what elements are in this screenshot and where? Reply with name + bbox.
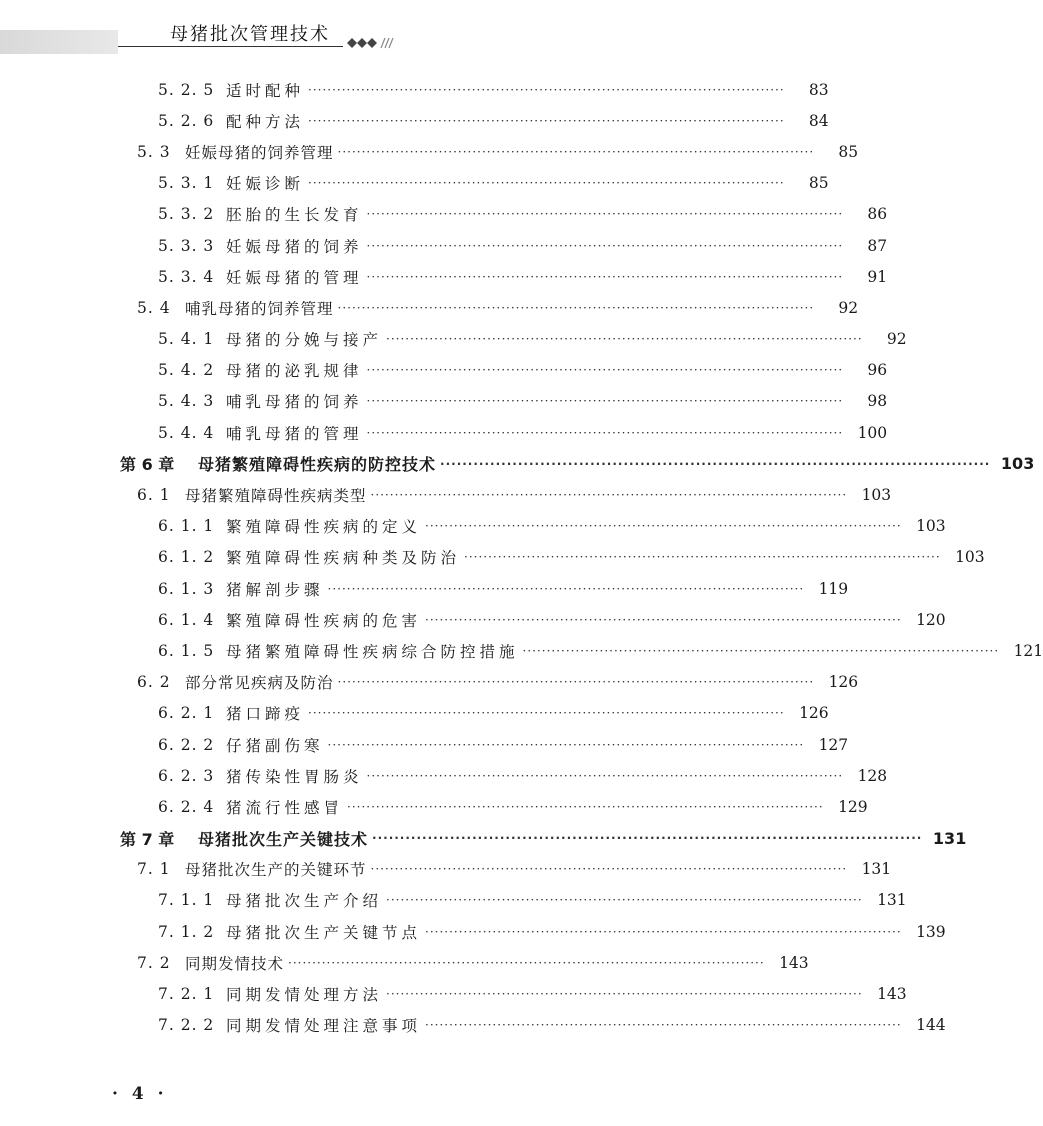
toc-entry-number: 6. 1. 5 <box>158 641 215 660</box>
toc-leader-dots: ··································································································· <box>522 643 1000 658</box>
toc-entry <box>0 542 985 573</box>
toc-entry-title: 胚胎的生长发育 <box>226 206 363 225</box>
toc-entry-number: 7. 2. 1 <box>158 985 215 1004</box>
toc-entry <box>0 230 888 261</box>
toc-entry <box>0 168 829 199</box>
toc-leader-dots: ··································································································· <box>425 924 902 939</box>
toc-entry-title: 母猪批次生产关键技术 <box>198 829 369 849</box>
toc-entry-title: 母猪的泌乳规律 <box>226 362 363 381</box>
toc-entry-number: 7. 1. 2 <box>158 922 215 941</box>
toc-entry-number: 6. 1. 1 <box>158 517 215 536</box>
toc-entry-title: 哺乳母猪的管理 <box>226 424 363 443</box>
toc-entry-number: 第 7 章 <box>120 829 175 849</box>
toc-entry-title: 适时配种 <box>226 81 305 100</box>
toc-entry-number: 5. 3. 3 <box>158 236 215 255</box>
toc-entry-title: 母猪批次生产的关键环节 <box>185 861 367 880</box>
toc-entry-number: 5. 2. 5 <box>158 80 215 99</box>
toc-entry <box>0 136 859 167</box>
toc-entry-page: 92 <box>838 298 859 317</box>
toc-entry-title: 配种方法 <box>226 112 305 131</box>
toc-entry-number: 5. 3. 2 <box>158 205 215 224</box>
toc-leader-dots: ··································································································· <box>327 737 805 752</box>
toc-leader-dots: ··································································································· <box>366 768 844 783</box>
toc-entry-number: 6. 1. 4 <box>158 610 215 629</box>
toc-entry-page: 131 <box>861 860 892 879</box>
toc-entry-number: 第 6 章 <box>120 455 175 475</box>
toc-entry-page: 103 <box>955 548 985 567</box>
toc-entry-page: 85 <box>838 142 859 161</box>
toc-entry-number: 5. 4. 4 <box>158 423 215 442</box>
toc-entry-page: 126 <box>799 704 829 723</box>
toc-entry-title: 母猪繁殖障碍性疾病的防控技术 <box>198 455 437 475</box>
toc-entry-title: 母猪繁殖障碍性疾病类型 <box>185 487 367 506</box>
toc-entry-title: 哺乳母猪的饲养管理 <box>185 299 334 318</box>
toc-entry-number: 6. 2 <box>137 673 171 692</box>
toc-entry <box>0 854 892 885</box>
toc-leader-dots: ··································································································· <box>308 113 785 128</box>
toc-leader-dots: ··································································································· <box>386 893 863 908</box>
toc-entry-title: 同期发情处理注意事项 <box>226 1017 422 1036</box>
toc-entry <box>0 261 888 292</box>
toc-entry <box>0 386 888 417</box>
toc-entry-title: 妊娠母猪的饲养管理 <box>185 143 334 162</box>
toc-leader-dots: ··································································································· <box>386 332 863 347</box>
toc-entry-page: 100 <box>857 423 888 442</box>
toc-leader-dots: ··································································································· <box>370 862 848 877</box>
toc-entry <box>0 885 907 916</box>
toc-leader-dots: ··································································································· <box>366 238 844 253</box>
toc-entry-page: 126 <box>828 673 859 692</box>
toc-leader-dots: ··································································································· <box>366 425 844 440</box>
toc-entry-title: 同期发情技术 <box>185 954 285 973</box>
toc-entry-number: 5. 4. 2 <box>158 361 215 380</box>
toc-entry-page: 103 <box>916 517 946 536</box>
toc-entry-page: 131 <box>877 891 907 910</box>
toc-entry-title: 母猪批次生产关键节点 <box>226 923 422 942</box>
toc-entry-title: 妊娠母猪的饲养 <box>226 237 363 256</box>
toc-entry-page: 91 <box>867 267 888 286</box>
toc-entry-page: 84 <box>808 111 829 130</box>
toc-entry-page: 129 <box>838 797 868 816</box>
toc-entry-number: 7. 1 <box>137 860 171 879</box>
toc-entry-title: 猪口蹄疫 <box>226 705 305 724</box>
toc-entry-title: 繁殖障碍性疾病种类及防治 <box>226 549 461 568</box>
toc-entry <box>0 1010 946 1041</box>
toc-entry <box>0 324 907 355</box>
toc-leader-dots: ··································································································· <box>366 269 844 284</box>
toc-entry-number: 6. 2. 3 <box>158 766 215 785</box>
toc-entry-title: 母猪批次生产介绍 <box>226 892 383 911</box>
toc-entry-title: 妊娠母猪的管理 <box>226 268 363 287</box>
toc-entry-number: 5. 2. 6 <box>158 111 215 130</box>
toc-entry-title: 猪流行性感冒 <box>226 798 344 817</box>
toc-entry-number: 6. 2. 2 <box>158 735 215 754</box>
toc-entry-page: 85 <box>808 174 829 193</box>
toc-entry-number: 6. 1 <box>137 486 171 505</box>
toc-entry-title: 母猪的分娩与接产 <box>226 331 383 350</box>
toc-entry-page: 143 <box>877 985 907 1004</box>
toc-entry-title: 母猪繁殖障碍性疾病综合防控措施 <box>226 642 519 661</box>
toc-entry <box>0 448 1035 479</box>
toc-entry-title: 部分常见疾病及防治 <box>185 674 334 693</box>
toc-entry-number: 6. 2. 4 <box>158 797 215 816</box>
header-diamond-ornament <box>345 34 395 52</box>
toc-entry-page: 131 <box>932 828 967 848</box>
toc-entry <box>0 916 946 947</box>
toc-leader-dots: ··································································································· <box>308 706 785 721</box>
toc-entry-number: 5. 3 <box>137 142 171 161</box>
toc-entry <box>0 105 829 136</box>
toc-entry-number: 6. 1. 2 <box>158 548 215 567</box>
toc-entry-page: 96 <box>867 361 888 380</box>
toc-entry <box>0 74 829 105</box>
toc-entry <box>0 823 967 854</box>
toc-entry <box>0 355 888 386</box>
toc-entry-title: 妊娠诊断 <box>226 175 305 194</box>
toc-entry-number: 5. 4. 1 <box>158 330 215 349</box>
toc-entry-page: 121 <box>1013 641 1043 660</box>
toc-leader-dots: ··································································································· <box>337 675 815 690</box>
toc-leader-dots: ··································································································· <box>308 82 785 97</box>
toc-entry-number: 7. 2. 2 <box>158 1016 215 1035</box>
table-of-contents <box>0 74 1043 1041</box>
toc-entry-page: 103 <box>1000 454 1035 474</box>
toc-leader-dots: ··································································································· <box>366 394 844 409</box>
toc-entry-page: 87 <box>867 236 888 255</box>
toc-entry <box>0 292 859 323</box>
toc-leader-dots: ··································································································· <box>337 144 815 159</box>
toc-leader-dots: ··································································································· <box>425 1018 902 1033</box>
toc-entry-title: 仔猪副伤寒 <box>226 736 324 755</box>
toc-leader-dots: ··································································································· <box>308 176 785 191</box>
toc-entry-page: 86 <box>867 205 888 224</box>
toc-entry-number: 5. 4. 3 <box>158 392 215 411</box>
toc-entry-title: 繁殖障碍性疾病的危害 <box>226 611 422 630</box>
toc-entry <box>0 667 859 698</box>
toc-leader-dots: ··································································································· <box>337 300 815 315</box>
toc-entry <box>0 604 946 635</box>
toc-leader-dots: ··································································································· <box>347 799 824 814</box>
toc-entry-number: 5. 3. 4 <box>158 267 215 286</box>
toc-leader-dots: ··································································································· <box>327 581 805 596</box>
toc-entry-page: 83 <box>808 80 829 99</box>
toc-entry <box>0 199 888 230</box>
toc-entry <box>0 947 809 978</box>
toc-entry-number: 7. 2 <box>137 953 171 972</box>
toc-entry <box>0 479 892 510</box>
toc-entry <box>0 511 946 542</box>
toc-leader-dots: ··································································································· <box>370 488 848 503</box>
running-header-title: 母猪批次管理技术 <box>170 24 330 45</box>
toc-entry-page: 128 <box>857 766 888 785</box>
toc-entry <box>0 635 1043 666</box>
toc-entry <box>0 698 829 729</box>
toc-entry <box>0 791 868 822</box>
toc-entry-page: 139 <box>916 922 946 941</box>
toc-entry-page: 103 <box>861 486 892 505</box>
toc-entry-number: 7. 1. 1 <box>158 891 215 910</box>
toc-entry-title: 猪传染性胃肠炎 <box>226 767 363 786</box>
toc-entry-number: 5. 3. 1 <box>158 174 215 193</box>
toc-leader-dots: ··································································································· <box>366 207 844 222</box>
header-rule <box>118 46 343 47</box>
toc-entry-page: 143 <box>779 953 809 972</box>
toc-entry-page: 92 <box>886 330 907 349</box>
toc-entry-title: 猪解剖步骤 <box>226 580 324 599</box>
toc-leader-dots: ··································································································· <box>366 363 844 378</box>
toc-leader-dots: ··································································································· <box>288 955 765 970</box>
page-number: · 4 · <box>112 1084 168 1104</box>
toc-leader-dots: ··································································································· <box>386 987 863 1002</box>
toc-entry-number: 6. 1. 3 <box>158 579 215 598</box>
toc-entry-page: 119 <box>818 579 849 598</box>
toc-leader-dots: ··································································································· <box>372 831 923 846</box>
toc-leader-dots: ··································································································· <box>425 519 902 534</box>
toc-entry <box>0 760 888 791</box>
toc-entry-page: 98 <box>867 392 888 411</box>
toc-leader-dots: ··································································································· <box>440 456 991 471</box>
toc-entry-title: 哺乳母猪的饲养 <box>226 393 363 412</box>
toc-entry <box>0 729 849 760</box>
toc-entry-number: 5. 4 <box>137 298 171 317</box>
toc-entry-title: 繁殖障碍性疾病的定义 <box>226 518 422 537</box>
toc-entry-title: 同期发情处理方法 <box>226 986 383 1005</box>
header-band <box>0 30 118 54</box>
toc-entry-page: 127 <box>818 735 849 754</box>
toc-entry-number: 6. 2. 1 <box>158 704 215 723</box>
toc-entry <box>0 978 907 1009</box>
toc-leader-dots: ··································································································· <box>425 612 902 627</box>
toc-leader-dots: ··································································································· <box>464 550 941 565</box>
toc-entry <box>0 573 849 604</box>
toc-entry <box>0 417 888 448</box>
toc-entry-page: 120 <box>916 610 946 629</box>
toc-entry-page: 144 <box>916 1016 946 1035</box>
